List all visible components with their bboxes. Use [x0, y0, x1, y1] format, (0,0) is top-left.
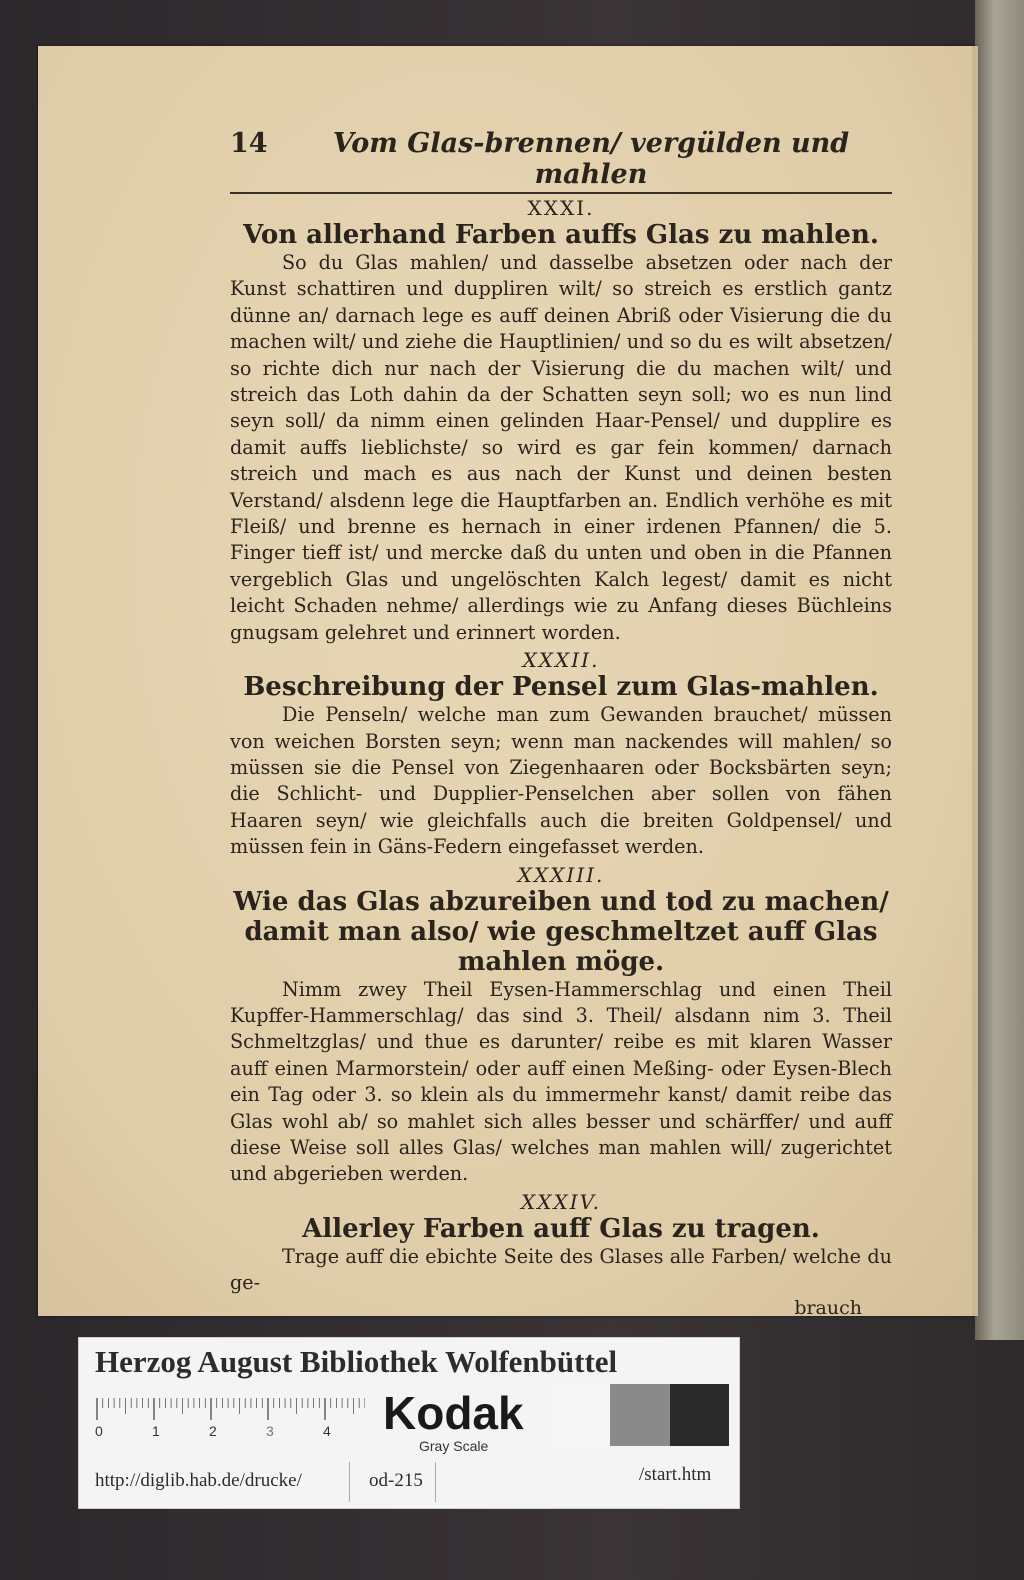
section-numeral: XXXI.	[527, 196, 595, 220]
page-number: 14	[230, 128, 268, 159]
swatch-white	[551, 1384, 610, 1446]
divider	[435, 1462, 436, 1502]
ruler-label: 4	[323, 1423, 331, 1438]
section-heading: Von allerhand Farben auffs Glas zu mahlen.	[243, 220, 879, 250]
swatch-gray	[610, 1384, 669, 1446]
section-body: So du Glas mahlen/ und dasselbe absetzen oder nach der Kunst schattiren und duppliren wilt/ so streich es erstlich gantz dünne an/ darnach lege es auff deinen Abriß oder Visierung die du machen wilt/ und ziehe die Hauptlinien/ und so du es wilt absetzen/ so richte dich nur nach der Visierung die du machen wilt/ und streich das Loth dahin da der Schatten seyn soll; wo es nun lind seyn soll/ da nimm einen gelinden Haar-Pensel/ und dupplire es damit auffs lieblichste/ so wird es gar fein kommen/ darnach streich und mach es aus nach der Kunst und deinen besten Verstand/ alsdenn lege die Hauptfarben an. Endlich verhöhe es mit Fleiß/ und brenne es hernach in einer irdenen Pfannen/ die 5. Finger tieff ist/ und mercke daß du unten und oben in die Pfannen vergeblich Glas und ungelöschten Kalch legest/ damit es nicht leicht Schaden nehme/ allerdings wie zu Anfang dieses Büchleins gnugsam gelehret und erinnert worden.	[230, 251, 892, 644]
ruler	[95, 1396, 365, 1438]
url-part: od-215	[369, 1470, 423, 1491]
url-part: /start.htm	[639, 1464, 712, 1485]
ruler-label: 2	[209, 1423, 217, 1438]
section-numeral: XXXIII.	[517, 862, 605, 887]
section-heading: Allerley Farben auff Glas zu tragen.	[302, 1213, 820, 1244]
section-body: Trage auff die ebichte Seite des Glases alle Farben/ welche du ge-	[230, 1244, 892, 1295]
section-heading: Beschreibung der Pensel zum Glas-mahlen.	[243, 672, 879, 703]
gray-scale-swatches	[551, 1384, 729, 1446]
url-part: http://diglib.hab.de/drucke/	[95, 1470, 302, 1491]
page-text	[230, 128, 892, 1319]
gray-scale-label: Gray Scale	[419, 1438, 489, 1454]
swatch-black	[670, 1384, 729, 1446]
adjacent-page-edge	[975, 0, 1024, 1340]
kodak-logo: Kodak	[383, 1387, 524, 1439]
ruler-label: 1	[152, 1423, 160, 1438]
section-body: Die Penseln/ welche man zum Gewanden brauchet/ müssen von weichen Borsten seyn; wenn man nackendes will mahlen/ so müssen sie die Pensel von Ziegenhaaren oder Bocksbärten seyn; die Schlicht- und Dupplier-Penselchen aber sollen von fähen Haaren seyn/ wie gleichfalls auch die breiten Goldpensel/ und müssen fein in Gäns-Federn eingefasset werden.	[230, 703, 892, 859]
ruler-label: 3	[266, 1423, 274, 1438]
page-fore-edge	[972, 46, 978, 1316]
divider	[349, 1462, 350, 1502]
library-color-card	[78, 1337, 740, 1509]
running-title: Vom Glas-brennen/ vergülden und mahlen	[332, 128, 850, 190]
section-numeral: XXXIV.	[521, 1189, 601, 1214]
section-numeral: XXXII.	[522, 648, 600, 673]
section-body: Nimm zwey Theil Eysen-Hammerschlag und einen Theil Kupffer-Hammerschlag/ das sind 3. Theil/ alsdann nim 3. Theil Schmeltzglas/ und thue es darunter/ reibe es mit klaren Wasser auff einen Marmorstein/ oder auff einen Meßing- oder Eysen-Blech ein Tag oder 3. so klein als du immermehr kanst/ damit reibe das Glas wohl ab/ so mahlet sich alles besser und schärffer/ und auff diese Weise soll alles Glas/ welches man mahlen will/ zugerichtet und abgerieben werden.	[230, 977, 892, 1186]
section-heading: Wie das Glas abzureiben und tod zu machen/ damit man also/ wie geschmeltzet auff Glas mahlen möge.	[233, 886, 889, 977]
running-head	[230, 128, 892, 194]
catchword: brauch	[794, 1296, 862, 1319]
ruler-label: 0	[95, 1423, 103, 1438]
library-name: Herzog August Bibliothek Wolfenbüttel	[95, 1344, 618, 1379]
